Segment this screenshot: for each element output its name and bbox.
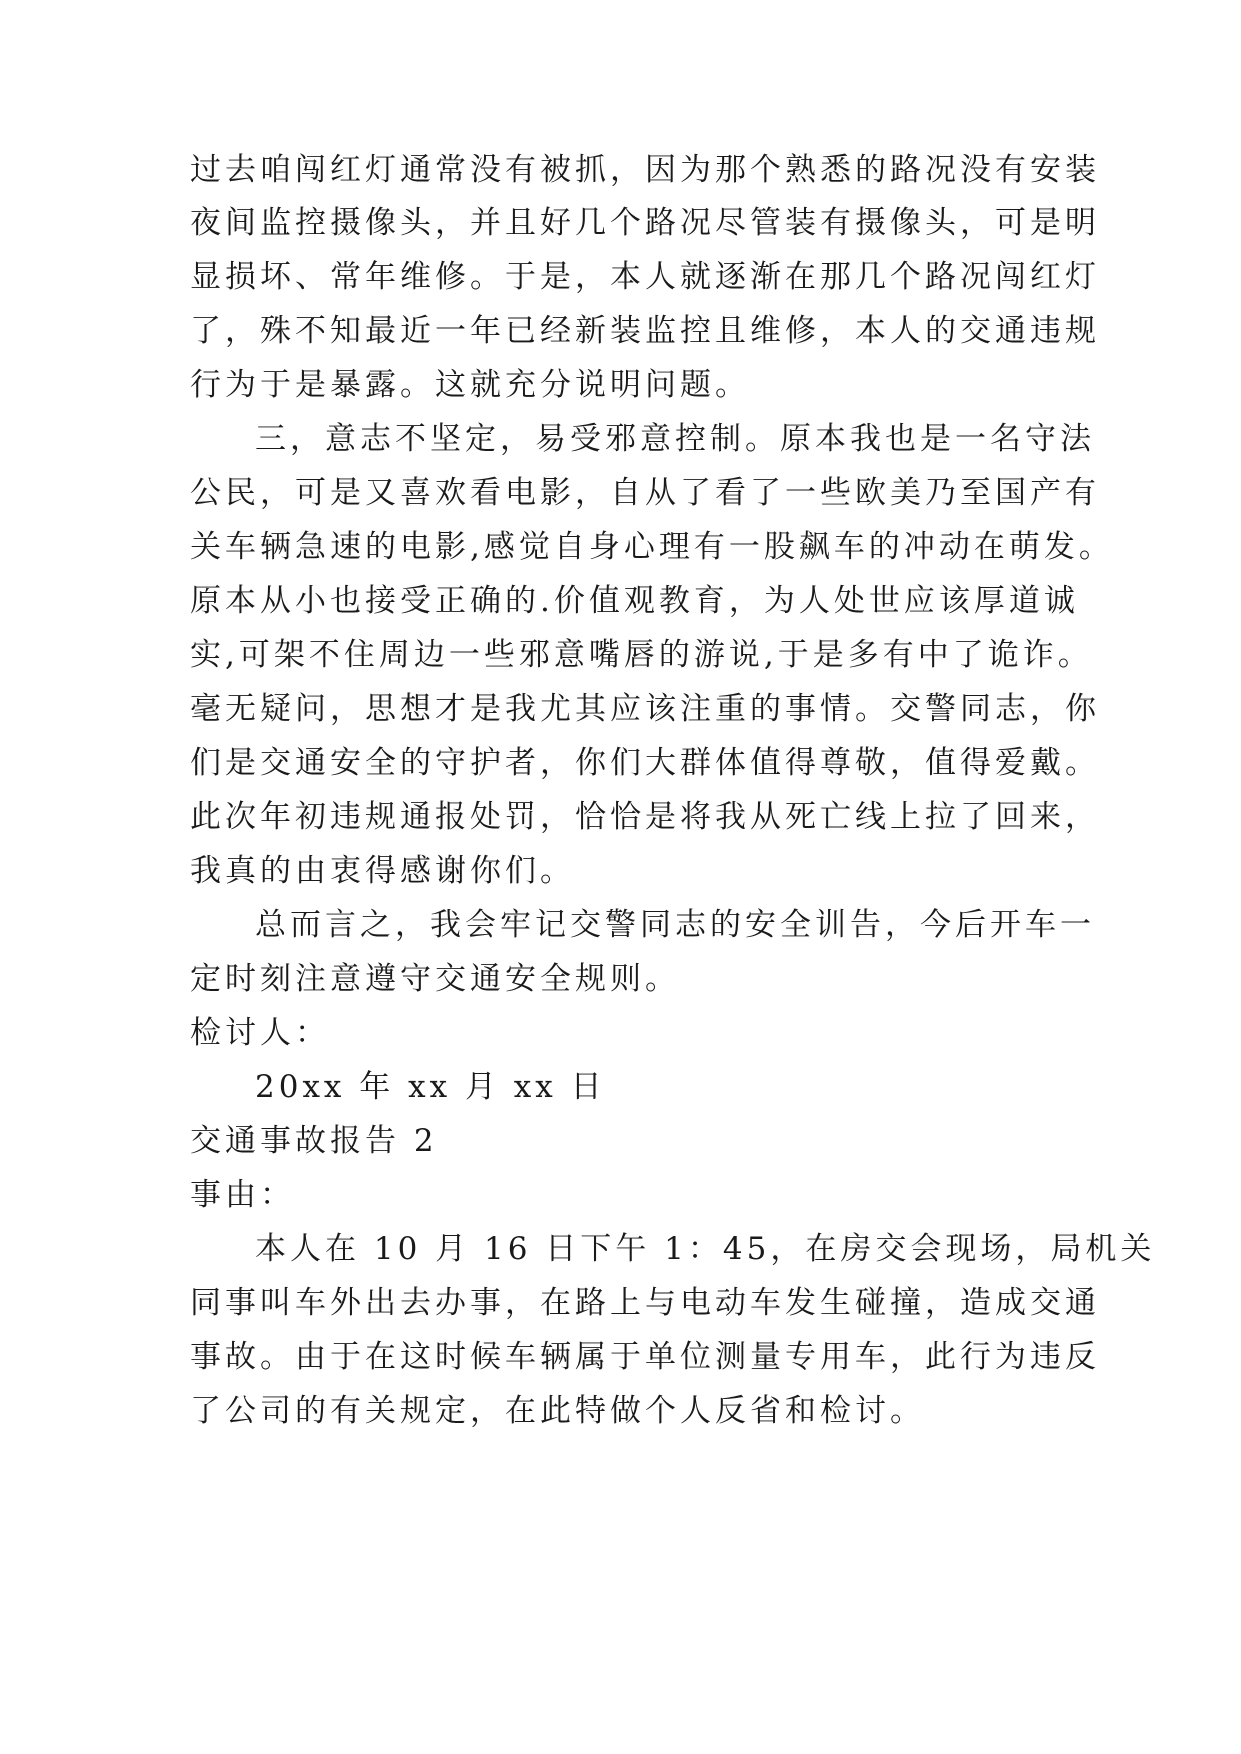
paragraph-line: 实,可架不住周边一些邪意嘴唇的游说,于是多有中了诡诈。 <box>190 637 1093 673</box>
paragraph-line: 显损坏、常年维修。于是，本人就逐渐在那几个路况闯红灯 <box>190 259 1100 295</box>
paragraph-line: 三，意志不坚定，易受邪意控制。原本我也是一名守法 <box>255 421 1095 457</box>
paragraph-line: 过去咱闯红灯通常没有被抓，因为那个熟悉的路况没有安装 <box>190 152 1100 188</box>
paragraph-line: 同事叫车外出去办事，在路上与电动车发生碰撞，造成交通 <box>190 1285 1100 1321</box>
paragraph-line: 们是交通安全的守护者，你们大群体值得尊敬，值得爱戴。 <box>190 745 1100 781</box>
paragraph-line: 总而言之，我会牢记交警同志的安全训告，今后开车一 <box>255 907 1095 943</box>
paragraph-line: 了公司的有关规定，在此特做个人反省和检讨。 <box>190 1393 925 1429</box>
paragraph-line: 本人在 10 月 16 日下午 1：45，在房交会现场，局机关 <box>255 1231 1156 1267</box>
paragraph-line: 公民，可是又喜欢看电影，自从了看了一些欧美乃至国产有 <box>190 475 1100 511</box>
paragraph-line: 我真的由衷得感谢你们。 <box>190 853 575 889</box>
reason-label: 事由： <box>190 1177 295 1213</box>
section-title: 交通事故报告 2 <box>190 1123 438 1159</box>
paragraph-line: 夜间监控摄像头，并且好几个路况尽管装有摄像头，可是明 <box>190 205 1100 241</box>
date-line: 20xx 年 xx 月 xx 日 <box>255 1069 606 1105</box>
paragraph-line: 事故。由于在这时候车辆属于单位测量专用车，此行为违反 <box>190 1339 1100 1375</box>
paragraph-line: 行为于是暴露。这就充分说明问题。 <box>190 367 750 403</box>
signature-label: 检讨人： <box>190 1015 330 1051</box>
paragraph-line: 此次年初违规通报处罚，恰恰是将我从死亡线上拉了回来， <box>190 799 1100 835</box>
paragraph-line: 毫无疑问，思想才是我尤其应该注重的事情。交警同志，你 <box>190 691 1100 727</box>
paragraph-line: 定时刻注意遵守交通安全规则。 <box>190 961 680 997</box>
paragraph-line: 了，殊不知最近一年已经新装监控且维修，本人的交通违规 <box>190 313 1100 349</box>
paragraph-line: 关车辆急速的电影,感觉自身心理有一股飙车的冲动在萌发。 <box>190 529 1114 565</box>
paragraph-line: 原本从小也接受正确的.价值观教育，为人处世应该厚道诚 <box>190 583 1079 619</box>
